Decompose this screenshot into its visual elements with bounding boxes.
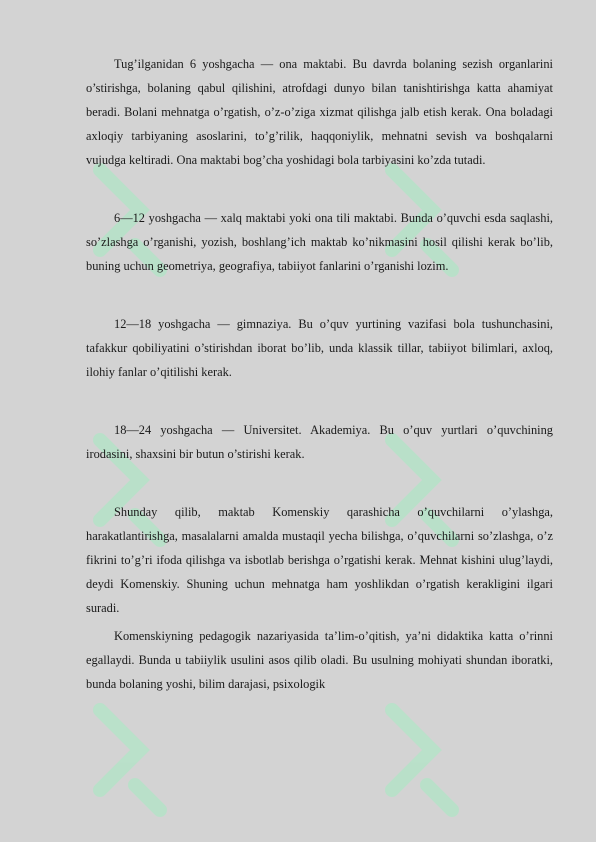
paragraph-didaktika: Komenskiyning pedagogik nazariyasida ta’lim-o’qitish, ya’ni didaktika katta o’rinni egallaydi. Bunda u tabiiylik usulini asos qilib oladi. Bu usulning mohiyati shundan iboratki, bunda bolaning yoshi, bilim darajasi, psixologik bbox=[86, 629, 553, 691]
paragraph-ona-maktabi: Tug’ilganidan 6 yoshgacha — ona maktabi. Bu davrda bolaning sezish organlarini o’stirishga, bolaning qabul qilishini, atrofdagi dunyo bilan tanishtirishga katta ahamiyat beradi. Bolani mehnatga o’rgatish, o’z-o’ziga xizmat qilishga jalb etish kerak. Ona boladagi axloqiy tarbiyaning asoslarini, to’g’rilik, haqqoniylik, mehnatni sevish va boshqalarni vujudga keltiradi. Ona maktabi bog’cha yoshidagi bola tarbiyasini ko’zda tutadi. bbox=[86, 57, 553, 167]
watermark-logo-icon bbox=[80, 690, 210, 830]
watermark-logo-icon bbox=[372, 690, 502, 830]
paragraph-universitet: 18—24 yoshgacha — Universitet. Akademiya. Bu o’quv yurtlari o’quvchining irodasini, shaxsini bir butun o’stirishi kerak. bbox=[86, 423, 553, 461]
document-body bbox=[86, 52, 553, 696]
paragraph-xalq-maktabi: 6—12 yoshgacha — xalq maktabi yoki ona tili maktabi. Bunda o’quvchi esda saqlashi, so’zlashga o’rganishi, yozish, boshlang’ich maktab ko’nikmasini hosil qilishi kerak bo’lib, buning uchun geometriya, geografiya, tabiiyot fanlarini o’rganishi lozim. bbox=[86, 211, 553, 273]
paragraph-shunday-qilib: Shunday qilib, maktab Komenskiy qarashicha o’quvchilarni o’ylashga, harakatlantirishga, masalalarni amalda mustaqil yecha bilishga, o’quvchilarni so’zlashga, o’z fikrini to’g’ri ifoda qilishga va isbotlab berishga o’rgatishi kerak. Mehnat kishini ulug’laydi, deydi Komenskiy. Shuning uchun mehnatga ham yoshlikdan o’rgatish kerakligini ilgari suradi. bbox=[86, 505, 553, 615]
paragraph-gimnaziya: 12—18 yoshgacha — gimnaziya. Bu o’quv yurtining vazifasi bola tushunchasini, tafakkur qobiliyatini o’stirishdan iborat bo’lib, unda klassik tillar, tabiiyot bilimlari, axloq, ilohiy fanlar o’qitilishi kerak. bbox=[86, 317, 553, 379]
